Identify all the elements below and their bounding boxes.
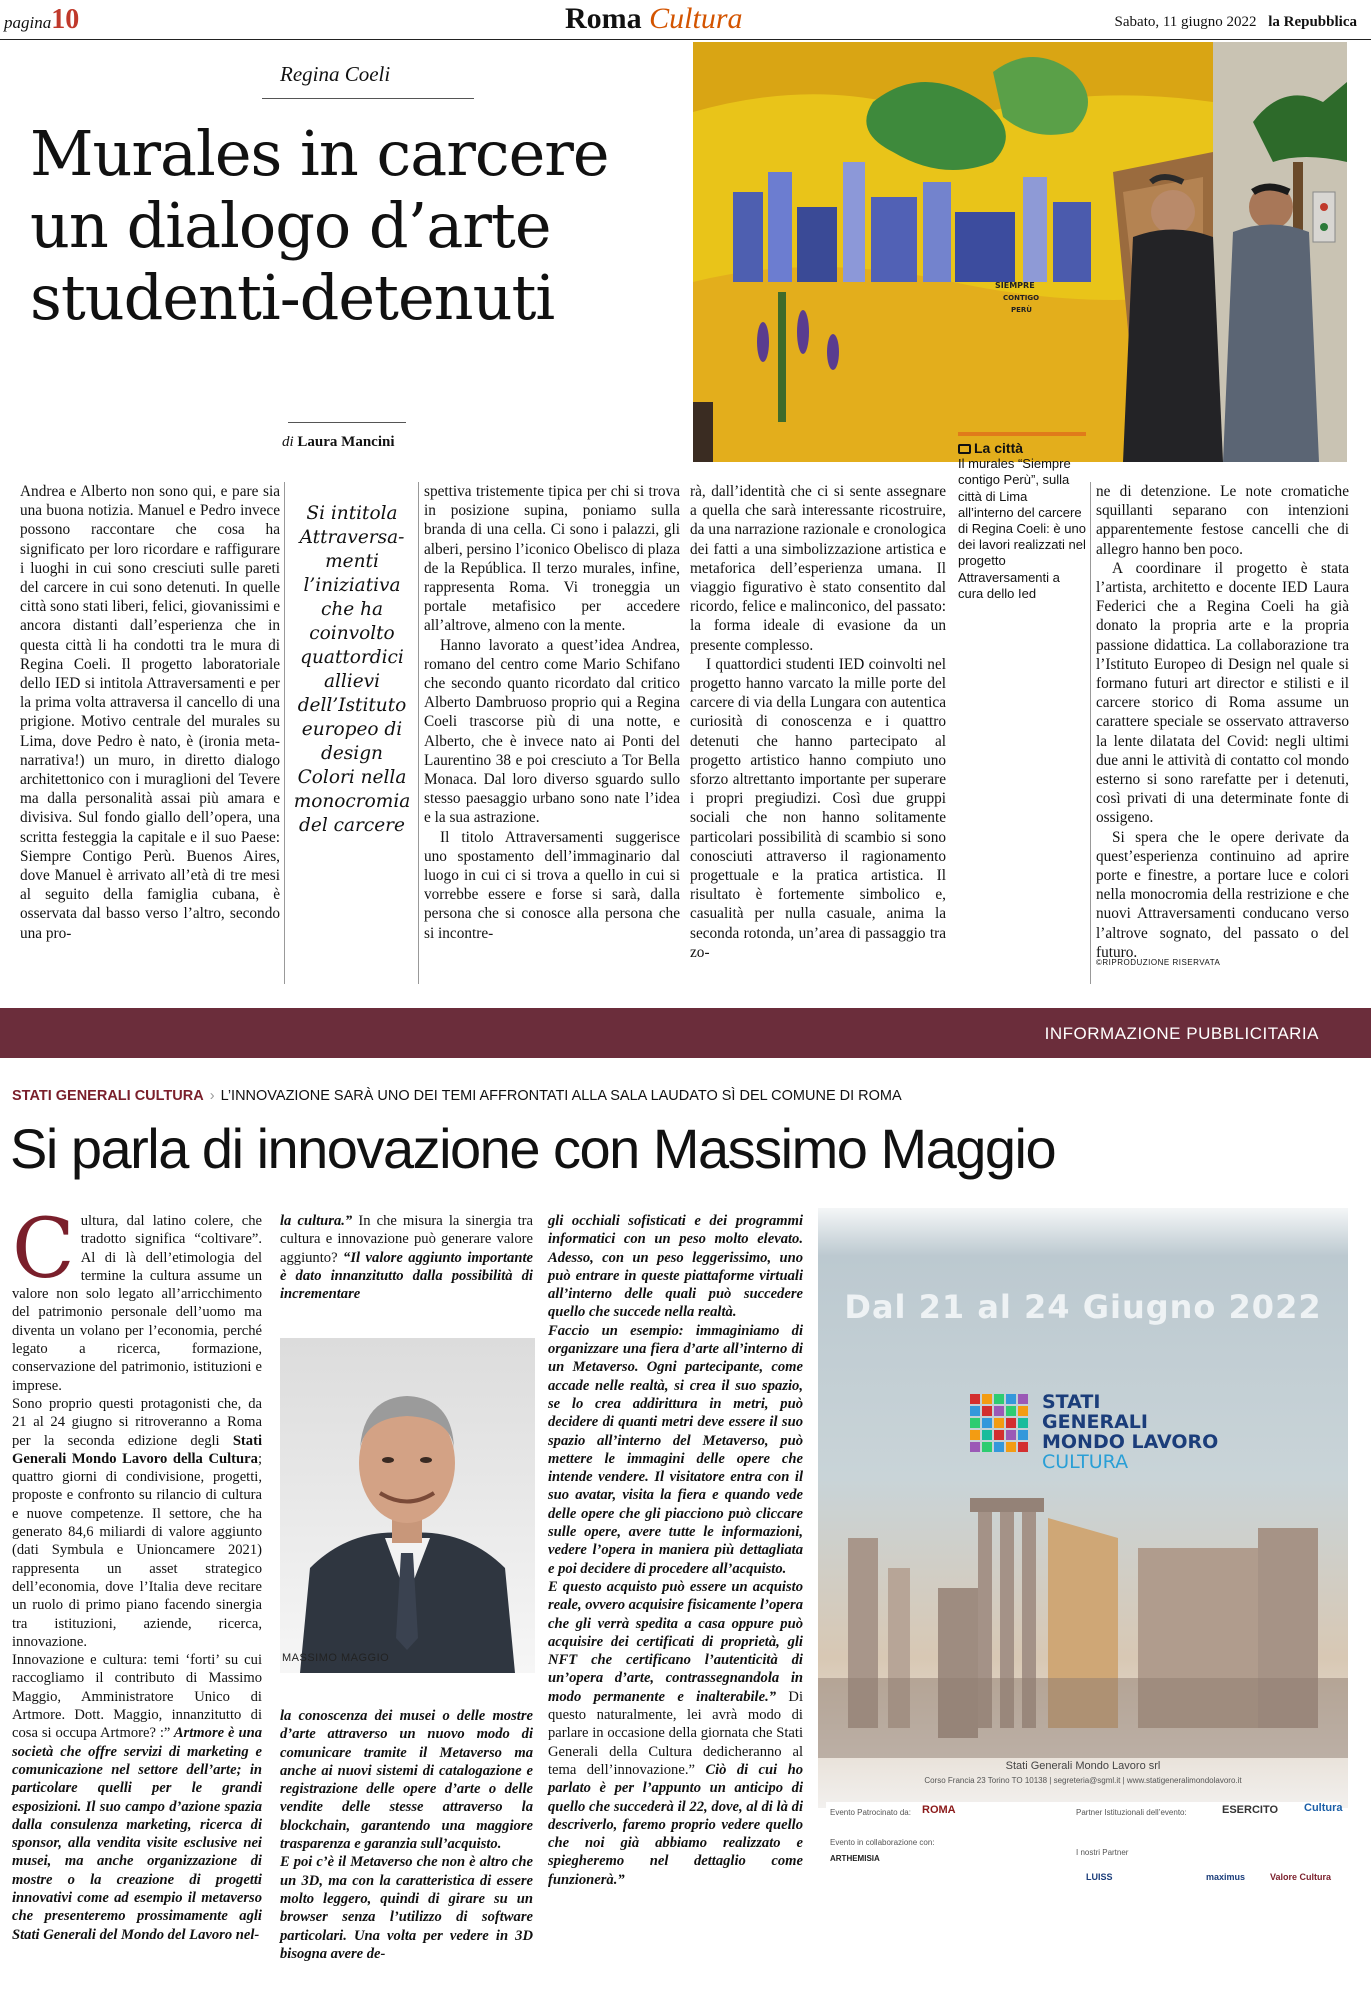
copyright-notice: ©RIPRODUZIONE RISERVATA — [1096, 958, 1221, 967]
caption-title — [958, 440, 1086, 456]
advertorial-column-2-top — [280, 1212, 533, 1303]
article-column-1 — [20, 482, 280, 943]
patron-label: Evento Patrocinato da: — [830, 1808, 911, 1817]
event-logo-text — [1042, 1392, 1218, 1472]
logo-line: MONDO LAVORO — [1042, 1431, 1219, 1453]
article-paragraph: Andrea e Alberto non sono qui, e pare sia una buona notizia. Manuel e Pedro invece possono raccontare che cosa ha significato per loro ricordare e raffigurare i luoghi in cui sono cresciuti sulle pareti del carcere in cui sono detenuti. In quelle città sono stati liberi, felici, giovanissimi e ancora distanti dall’esperienza che in questa città li ha condotti tra le mura di Regina Coeli. Il progetto laboratoriale dello IED si intitola Attraversamenti e per la prima volta attraversa il cancello di una prigione. Motivo centrale del murales su Lima, dove Pedro è nato, è (ironia meta-narrativa!) un muro, in diretto dialogo architettonico con i muraglioni del Tevere ma dalla personalità assai più amara e divisiva. Sul fondo giallo dell’opera, una scritta festeggia la capitale e il suo Paese: Siempre Contigo Perù. Buenos Aires, dove Manuel è arrivato all’età di tre mesi al seguito della famiglia cubana, è osservata dal basso verso l’altro, secondo una pro- — [20, 483, 280, 942]
section-subname: Cultura — [649, 2, 743, 35]
advertorial-column-3 — [548, 1212, 803, 1889]
partner-logo: Valore Cultura — [1270, 1872, 1332, 1882]
advertorial-paragraph — [12, 1395, 262, 1651]
section-name: Roma — [565, 2, 642, 35]
article-paragraph: ne di detenzione. Le note cromatiche squillanti separano con intenzioni apparentemente festose cancelli che di allegro hanno ben poco. — [1096, 483, 1349, 558]
article-column-6 — [1096, 482, 1349, 962]
dateline — [1115, 14, 1357, 31]
masthead — [0, 0, 1371, 40]
advertorial-band — [0, 1008, 1371, 1058]
collab-label: Evento in collaborazione con: — [830, 1838, 935, 1847]
advertorial-headline: Si parla di innovazione con Massimo Maggio — [10, 1117, 1056, 1180]
portrait-caption: MASSIMO MAGGIO — [282, 1652, 390, 1664]
page-label — [4, 4, 79, 36]
partner-logo: LUISS — [1086, 1872, 1113, 1882]
paragraph-text: In che misura la sinergia tra cultura e innovazione può generare valore aggiunto? — [280, 1213, 533, 1266]
byline — [282, 434, 395, 451]
organizer-name: Stati Generali Mondo Lavoro srl — [1005, 1760, 1161, 1772]
esercito-logo: ESERCITO — [1222, 1804, 1279, 1816]
event-name: Stati Generali Mondo Lavoro della Cultura — [12, 1432, 262, 1467]
partner-logo: maximus — [1206, 1872, 1246, 1882]
advertorial-paragraph — [12, 1202, 262, 1395]
cultura-logo: Cultura — [1304, 1802, 1343, 1814]
logo-line: GENERALI — [1042, 1411, 1148, 1433]
headline-line: un dialogo d’arte — [30, 189, 551, 262]
logo-line: STATI — [1042, 1391, 1101, 1413]
mural-photo — [693, 42, 1347, 462]
kicker-text: L’INNOVAZIONE SARÀ UNO DEI TEMI AFFRONTATI ALLA SALA LAUDATO SÌ DEL COMUNE DI ROMA — [220, 1088, 902, 1104]
chevron-right-icon: › — [209, 1088, 215, 1104]
caption-title-text: La città — [974, 440, 1024, 456]
column-divider — [418, 482, 419, 984]
pull-quote: Si intitola Attraversa-menti l’iniziativa che ha coinvolto quattordici allievi dell’Istituto europeo di design Colori nella monocromia del carcere — [293, 503, 411, 836]
interview-answer: la conoscenza dei musei o delle mostre d’arte attraverso un nuovo modo di comunicare tramite il Metaverso ma anche ai nuovi sistemi di catalogazione e registrazione delle opere d’arte o delle vendite delle stesse attraverso la blockchain, garantendo una maggiore trasparenza e garanzia sull’acquisto. E poi c’è il Metaverso che non è altro che un 3D, ma con la caratteristica di essere molto leggero, quindi di girare su un browser senza l’utilizzo di software particolari. Una volta per vedere in 3D bisogna avere de- — [280, 1708, 533, 1962]
column-divider — [284, 482, 285, 984]
article-paragraph: Hanno lavorato a quest’idea Andrea, romano del centro come Mario Schifano che secondo quanto ricordato dal critico Alberto Dambruoso proprio qui a Regina Coeli trascorse più di una notte, e Alberto, che è invece nato ai Ponti del Laurentino 38 e poi cresciuto a Tor Bella Monaca. Dal loro diverso sguardo sullo stesso paesaggio urbano sono nate l’idea e la sua astrazione. — [424, 636, 680, 827]
column-divider — [1090, 482, 1091, 984]
page-number: 10 — [51, 4, 80, 35]
intro-text: ultura, dal latino colere, che tradotto significa “coltivare”. Al di là dell’etimologia del termine la cultura assume un valore non solo legato all’arricchimento del patrimonio personale dell’uomo ma diventa un volano per l’economia, perché legato a ricerca, formazione, conservazione del patrimonio, istituzioni e imprese. — [12, 1213, 262, 1394]
page-word: pagina — [4, 13, 52, 32]
advertorial-column-1 — [12, 1202, 262, 1944]
article-paragraph: spettiva tristemente tipica per chi si trova in posizione supina, poniamo sulla branda di una cella. Ci sono i palazzi, gli alberi, persino l’iconico Obelisco di plaza de la República. Il terzo murales, infine, rappresenta Roma. Vi troneggia un portale metafisico per accedere all’altrove, almeno con la mente. — [424, 483, 680, 635]
mural-text-line: CONTIGO — [1003, 294, 1040, 302]
mural-text-line: PERÙ — [1011, 306, 1032, 314]
article-paragraph: rà, dall’identità che ci si sente assegnare a quella che sarà interessante ricostruire, da una narrazione razionale e cronologica dei fatti a una simbolizzazione artistica e metaforica dell’esperienza umana. Il viaggio figurativo è stato consentito dal ricordo, felice e malinconico, del passato: la forma ideale di evasione da un presente complesso. — [690, 483, 946, 654]
byline-divider — [288, 422, 406, 423]
portrait-photo — [280, 1338, 535, 1673]
article-column-3 — [424, 482, 680, 943]
mural-illustration — [693, 42, 1347, 462]
article-paragraph: Si spera che le opere derivate da quest’esperienza continuino ad aprire porte e finestre, a portare luce e colori nella monocromia della restrizione e che nuovi Attraversamenti conducano verso l’altrove sognato, del passato o del futuro. — [1096, 828, 1349, 961]
portrait-illustration — [280, 1338, 535, 1673]
byline-prefix: di — [282, 434, 294, 450]
paragraph-text: Innovazione e cultura: temi ‘forti’ su cui raccogliamo il contributo di Massimo Maggio, Amministratore Unico di Artmore. Dott. Maggio, innanzitutto di cosa si occupa Artmore? :” — [12, 1652, 262, 1742]
article-paragraph: I quattordici studenti IED coinvolti nel progetto hanno varcato la mille porte del carcere di via della Lungara con autentica curiosità di conoscenza e i quattro detenuti che hanno partecipato al progetto artistico hanno compiuto uno sforzo altrettanto importante per superare i propri pregiudizi. Così due gruppi sociali che non hanno solitamente particolari possibilità di scambio si sono conosciuti attraverso il ragionamento progettuale e la pratica artistica. Il risultato è fortemente simbolico e, casualità per nulla casuale, anima la seconda rotonda, un’area di passaggio tra zo- — [690, 655, 946, 961]
partners-label: I nostri Partner — [1076, 1848, 1129, 1857]
article-headline — [30, 118, 680, 334]
interview-answer: gli occhiali sofisticati e dei programmi informatici con un peso molto elevato. Adesso, con un peso leggerissimo, uno può entrare in queste piattaforme virtuali all’interno delle quali può succedere quello che succede nella realtà. Faccio un esempio: immaginiamo di organizzare una fiera d’arte all’interno di un Metaverso. Ogni partecipante, come accade nelle realtà, si crea il suo spazio, se lo crea addirittura in metri, può decidere di quanti metri deve essere il suo spazio all’interno del Metaverso, può mettere le immagini delle opere che intende vendere. Il visitatore entra con il suo avatar, visita la fiera e quando vede delle opere che gli piacciono può cliccare sulle opere, avere tutte le informazioni, vedere l’opera in maniera più dettagliata e poi decidere di procedere all’acquisto. E questo acquisto può essere un acquisto reale, ovvero acquisire fisicamente l’opera che gli verrà spedita a casa oppure può acquisire dei certificati di proprietà, gli NFT che certificano l’autenticità di un’opera d’arte, contrassegnandola in modo permanente e inalterabile.” — [548, 1213, 803, 1705]
advertorial-label: INFORMAZIONE PUBBLICITARIA — [1044, 1024, 1319, 1043]
kicker-brand: STATI GENERALI CULTURA — [12, 1088, 204, 1104]
mural-text-line: SIEMPRE — [995, 281, 1035, 290]
advertorial-column-2-bottom — [280, 1707, 533, 1963]
drop-cap: C — [12, 1202, 75, 1297]
advertorial-paragraph — [12, 1651, 262, 1944]
article-paragraph: Il titolo Attraversamenti suggerisce uno spostamento dell’immaginario dal luogo in cui ci si trova a quello in cui si vorrebbe essere e forse si sarà, dalla persona che si conosce alla persona che si incontre- — [424, 828, 680, 942]
collab-name: ARTHEMISIA — [830, 1854, 880, 1863]
organizer-address: Corso Francia 23 Torino TO 10138 | segreteria@sgml.it | www.statigeneralimondolavoro.it — [924, 1776, 1242, 1785]
roma-logo: ROMA — [922, 1804, 956, 1816]
partner-label: Partner Istituzionali dell’evento: — [1076, 1808, 1187, 1817]
sponsor-bar — [826, 1802, 1343, 1992]
photo-caption — [958, 432, 1086, 732]
logo-subline: CULTURA — [1042, 1451, 1129, 1473]
advertorial-paragraph — [548, 1212, 803, 1889]
paragraph-text: ; quattro giorni di condivisione, progetti, proposte e confronto su rilancio di cultura e nuove competenze. Il settore, che ha generato 84,6 miliardi di valore aggiunto (dati Symbula e Unioncamere 2021) rappresenta un asset strategico dell’economia, dove l’Italia deve recitare un ruolo di primo piano facendo sinergia tra istituzioni, aziende, ricerca, innovazione. — [12, 1450, 262, 1650]
headline-line: studenti-detenuti — [30, 261, 555, 334]
article-kicker: Regina Coeli — [280, 62, 391, 86]
kicker-divider — [262, 98, 474, 99]
paragraph-text: Di questo naturalmente, lei avrà modo di parlare in occasione della giornata che Stati Generali della Cultura dedicheranno al tema dell’innovazione.” — [548, 1688, 803, 1778]
caption-text: Il murales “Siempre contigo Perù”, sulla città di Lima all’interno del carcere di Regina Coeli: è uno dei lavori realizzati nel progetto Attraversamenti a cura dello Ied — [958, 456, 1086, 601]
paragraph-text: Sono proprio questi protagonisti che, da 21 al 24 giugno si ritroveranno a Roma per la seconda edizione degli — [12, 1395, 262, 1449]
newspaper-name: la Repubblica — [1268, 14, 1357, 30]
issue-date: Sabato, 11 giugno 2022 — [1114, 14, 1257, 30]
interview-answer: la cultura.” — [280, 1213, 353, 1229]
advertorial-kicker — [12, 1088, 902, 1104]
event-dates: Dal 21 al 24 Giugno 2022 — [844, 1288, 1322, 1326]
event-poster — [818, 1208, 1348, 1996]
interview-answer: Ciò di cui ho parlato è per l’appunto un anticipo di quello che succederà il 22, dove, al di là di descriverlo, faremo proprio vedere quello che noi già abbiamo realizzato e spiegheremo nel dettaglio come funzionerà.” — [548, 1761, 804, 1888]
interview-answer: Artmore è una società che offre servizi di marketing e comunicazione nel settore dell’arte; in particolare quelli per le grandi esposizioni. Il suo campo d’azione spazia dalla consulenza marketing, ricerca di sponsor, alla vendita visite esclusive nei musei, ma anche organizzazione di mostre o la creazione di progetti innovativi come ad esempio il metaverso che presenteremo prossimamente agli Stati Generali del Mondo del Lavoro nel- — [12, 1725, 262, 1943]
interview-answer: “Il valore aggiunto importante è dato innanzitutto dalla possibilità di incrementare — [280, 1249, 533, 1303]
article-paragraph: A coordinare il progetto è stata l’artista, architetto e docente IED Laura Federici che a Regina Coeli ha già donato la propria arte e la propria passione didattica. La collaborazione tra l’Istituto Europeo di Design nel quale si formano futuri art director e stilisti e il carcere storico di Roma assume un carattere speciale se osservato attraverso la lente dilatata del Covid: negli ultimi due anni le attività di contatto col mondo esterno si sono rarefatte per i detenuti, così privati di una determinate fonte di ossigeno. — [1096, 559, 1349, 827]
headline-line: Murales in carcere — [30, 117, 609, 190]
advertorial-paragraph — [280, 1212, 533, 1303]
camera-icon — [958, 444, 971, 454]
article-column-4 — [690, 482, 946, 962]
author-name: Laura Mancini — [297, 434, 395, 450]
section-title — [565, 2, 743, 36]
